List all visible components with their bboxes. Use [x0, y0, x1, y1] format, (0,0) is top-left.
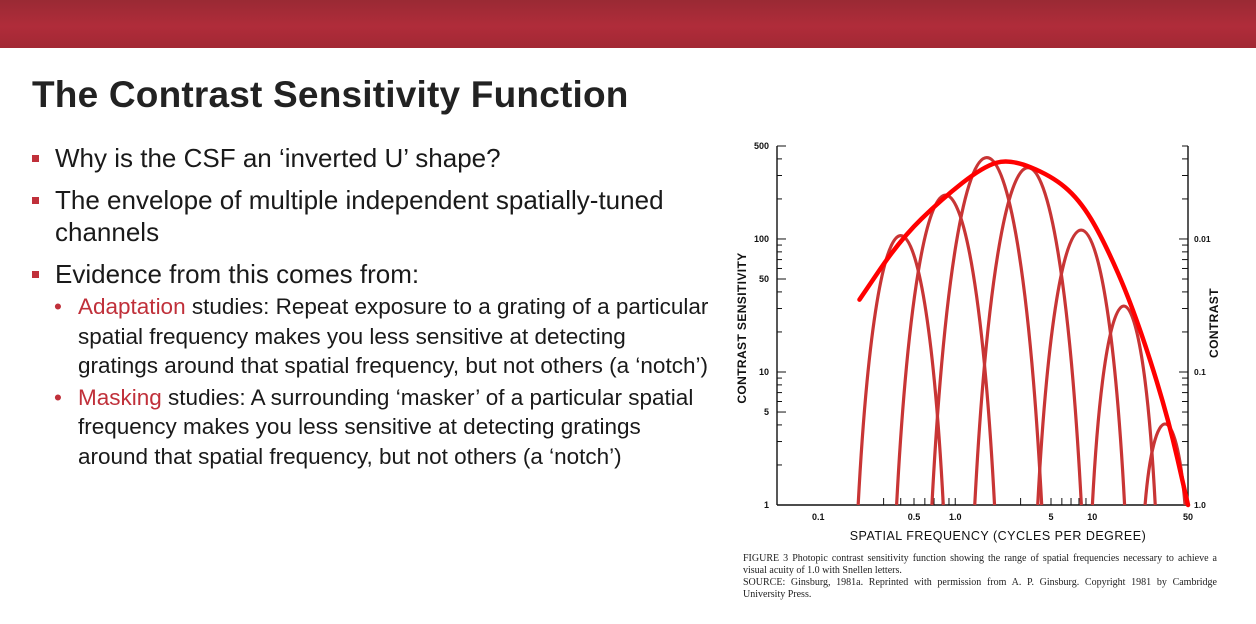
- x-axis-label: SPATIAL FREQUENCY (CYCLES PER DEGREE): [849, 529, 1147, 543]
- bullet-item: [30, 142, 710, 174]
- bullet-square-icon: [32, 155, 39, 162]
- channel-curve: [858, 236, 943, 505]
- csf-chart: [728, 118, 1228, 548]
- y2-tick-label: 0.01: [1194, 233, 1211, 244]
- x-tick-label: 50: [1182, 512, 1194, 522]
- x-tick-label: 10: [1087, 512, 1098, 522]
- bullet-text: The envelope of multiple independent spatially-tuned channels: [55, 185, 664, 247]
- csf-figure: [728, 118, 1228, 608]
- y-tick-label: 50: [758, 274, 769, 285]
- y-tick-label: 5: [763, 407, 769, 418]
- sub-bullet-item: [30, 383, 710, 472]
- bullet-dot-icon: •: [54, 294, 62, 319]
- bullet-item: [30, 258, 710, 290]
- y-tick-label: 500: [753, 141, 769, 151]
- y-tick-label: 1: [763, 500, 769, 510]
- y-tick-label: 100: [753, 233, 769, 244]
- bullet-text: Evidence from this comes from:: [55, 259, 420, 289]
- highlight-term: Masking: [78, 384, 162, 410]
- caption-source: SOURCE: Ginsburg, 1981a. Reprinted with permission from A. P. Ginsburg. Copyright 1981 by Cambridge University Press.: [743, 577, 1217, 600]
- figure-caption: [743, 553, 1217, 601]
- bullet-square-icon: [32, 271, 39, 278]
- bullet-list: [30, 142, 710, 471]
- chart-axes: [777, 146, 1188, 505]
- x-tick-label: 1.0: [948, 512, 962, 522]
- channel-curves: [858, 158, 1185, 505]
- bullet-dot-icon: •: [54, 384, 62, 410]
- header-banner: [0, 0, 1256, 48]
- x-tick-label: 5: [1048, 512, 1054, 522]
- bullet-text: Why is the CSF an ‘inverted U’ shape?: [55, 143, 501, 173]
- sub-bullet-text: studies: Repeat exposure to a grating of a particular spatial frequency makes you less sensitive at detecting gratings around that spatial frequency, but not others (a ‘notch’): [78, 294, 709, 378]
- x-tick-label: 0.5: [907, 512, 921, 522]
- sub-bullet-text: studies: A surrounding ‘masker’ of a particular spatial frequency makes you less sensitive at detecting gratings around that spatial frequency, but not others (a ‘notch’): [78, 384, 694, 469]
- y2-axis-label: CONTRAST: [1207, 288, 1221, 358]
- y-axis-label: CONTRAST SENSITIVITY: [735, 252, 749, 404]
- y2-tick-label: 0.1: [1194, 366, 1206, 377]
- x-tick-label: 0.1: [811, 512, 825, 522]
- sub-bullet-item: [30, 292, 710, 381]
- channel-curve: [897, 195, 995, 505]
- channel-curve: [1038, 230, 1125, 505]
- highlight-term: Adaptation: [78, 294, 186, 319]
- y2-tick-label: 1.0: [1194, 500, 1206, 510]
- caption-text: FIGURE 3 Photopic contrast sensitivity function showing the range of spatial frequencies necessary to achieve a visual acuity of 1.0 with Snellen letters.: [743, 553, 1217, 576]
- y-tick-label: 10: [758, 366, 769, 377]
- bullet-square-icon: [32, 197, 39, 204]
- bullet-item: [30, 184, 675, 248]
- slide-title: The Contrast Sensitivity Function: [32, 74, 629, 115]
